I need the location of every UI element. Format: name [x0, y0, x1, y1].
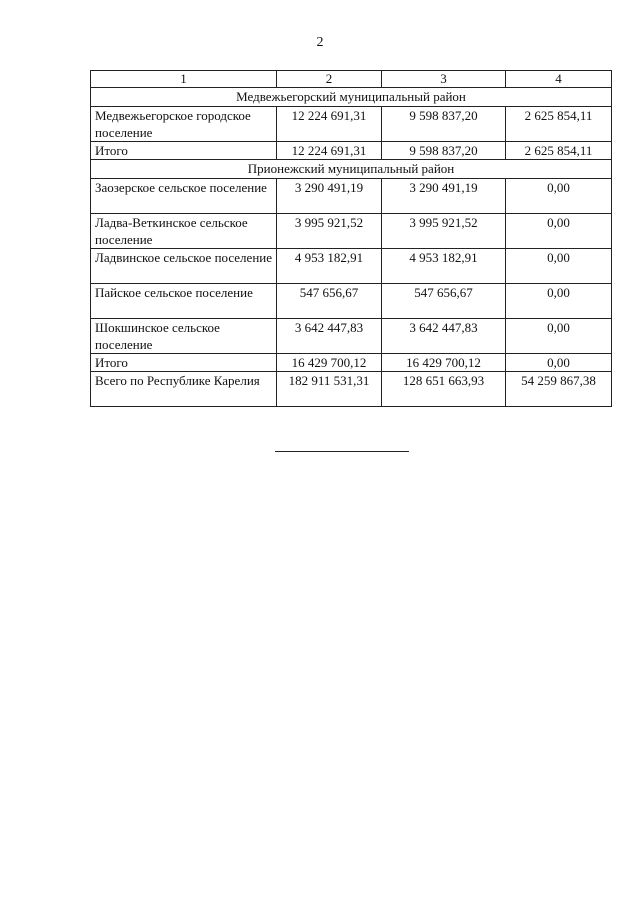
row-col2-cell: 3 642 447,83: [277, 319, 382, 354]
row-col2-cell: 182 911 531,31: [277, 372, 382, 407]
row-name-cell: Шокшинское сельское поселение: [91, 319, 277, 354]
row-col3-cell: 4 953 182,91: [382, 249, 506, 284]
row-col3-cell: 9 598 837,20: [382, 142, 506, 160]
row-col3-cell: 3 642 447,83: [382, 319, 506, 354]
row-col3-cell: 9 598 837,20: [382, 107, 506, 142]
section-title-prionezhsky: Прионежский муниципальный район: [91, 160, 612, 179]
row-col4-cell: 0,00: [506, 354, 612, 372]
row-name-cell: Ладвинское сельское поселение: [91, 249, 277, 284]
row-col4-cell: 2 625 854,11: [506, 107, 612, 142]
row-col2-cell: 12 224 691,31: [277, 107, 382, 142]
table-row: [91, 319, 612, 354]
row-name-cell: Ладва-Веткинское сельское поселение: [91, 214, 277, 249]
row-name-cell: Всего по Республике Карелия: [91, 372, 277, 407]
section-title-row: [91, 160, 612, 179]
table-row: [91, 107, 612, 142]
table-row: [91, 284, 612, 319]
row-col2-cell: 4 953 182,91: [277, 249, 382, 284]
row-col4-cell: 0,00: [506, 214, 612, 249]
row-col3-cell: 3 995 921,52: [382, 214, 506, 249]
grand-total-row: [91, 372, 612, 407]
row-col2-cell: 16 429 700,12: [277, 354, 382, 372]
row-col2-cell: 547 656,67: [277, 284, 382, 319]
section-title-row: [91, 88, 612, 107]
page-number: 2: [316, 35, 324, 50]
row-col2-cell: 12 224 691,31: [277, 142, 382, 160]
row-col2-cell: 3 995 921,52: [277, 214, 382, 249]
row-col2-cell: 3 290 491,19: [277, 179, 382, 214]
row-col4-cell: 54 259 867,38: [506, 372, 612, 407]
row-col4-cell: 0,00: [506, 319, 612, 354]
row-col3-cell: 16 429 700,12: [382, 354, 506, 372]
closing-divider-line: [275, 451, 409, 452]
row-col3-cell: 547 656,67: [382, 284, 506, 319]
row-col4-cell: 2 625 854,11: [506, 142, 612, 160]
row-col3-cell: 3 290 491,19: [382, 179, 506, 214]
table-header-row: [91, 71, 612, 88]
subtotal-row: [91, 354, 612, 372]
table-row: [91, 249, 612, 284]
row-col4-cell: 0,00: [506, 249, 612, 284]
column-header-3: 3: [382, 71, 506, 88]
column-header-2: 2: [277, 71, 382, 88]
row-col3-cell: 128 651 663,93: [382, 372, 506, 407]
data-table: [90, 70, 612, 407]
row-col4-cell: 0,00: [506, 284, 612, 319]
row-name-cell: Медвежьегорское городское поселение: [91, 107, 277, 142]
table-row: [91, 214, 612, 249]
row-col4-cell: 0,00: [506, 179, 612, 214]
section-title-medvezhyegorsk: Медвежьегорский муниципальный район: [91, 88, 612, 107]
row-name-cell: Заозерское сельское поселение: [91, 179, 277, 214]
column-header-1: 1: [91, 71, 277, 88]
row-name-cell: Итого: [91, 354, 277, 372]
table-row: [91, 179, 612, 214]
subtotal-row: [91, 142, 612, 160]
row-name-cell: Итого: [91, 142, 277, 160]
column-header-4: 4: [506, 71, 612, 88]
row-name-cell: Пайское сельское поселение: [91, 284, 277, 319]
